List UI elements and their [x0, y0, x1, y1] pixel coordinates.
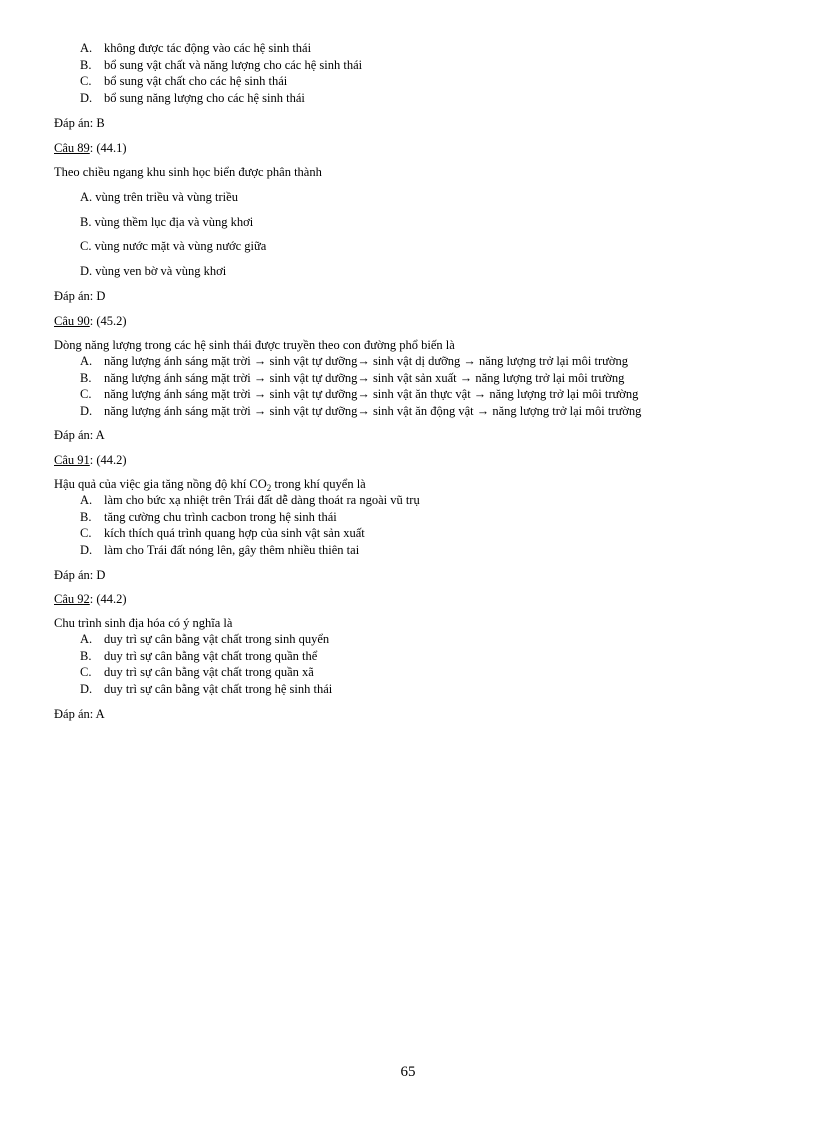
option-b: B. duy trì sự cân bằng vật chất trong quần thể — [80, 648, 318, 663]
option-b: B. bổ sung vật chất và năng lượng cho các hệ sinh thái — [80, 57, 363, 72]
option-d: D. năng lượng ánh sáng mặt trời → sinh vật tự dưỡng→ sinh vật ăn động vật → năng lượng trở lại môi trường — [80, 403, 642, 418]
question-89-header: Câu 89: (44.1) — [54, 141, 127, 155]
option-a: A. duy trì sự cân bằng vật chất trong sinh quyển — [80, 632, 330, 646]
question-92-stem: Chu trình sinh địa hóa có ý nghĩa là — [54, 616, 233, 630]
question-number: Câu 89 — [54, 141, 90, 155]
option-b: B. năng lượng ánh sáng mặt trời → sinh vật tự dưỡng→ sinh vật sản xuất → năng lượng trở lại môi trường — [80, 370, 625, 385]
answer-92: Đáp án: A — [54, 707, 105, 721]
option-a: A. năng lượng ánh sáng mặt trời → sinh vật tự dưỡng→ sinh vật dị dưỡng → năng lượng trở lại môi trường — [80, 354, 629, 368]
question-92-header: Câu 92: (44.2) — [54, 592, 127, 606]
question-91-stem: Hậu quả của việc gia tăng nồng độ khí $CO_2$ trong khí quyển là — [54, 477, 366, 493]
option-c: C. năng lượng ánh sáng mặt trời → sinh vật tự dưỡng→ sinh vật ăn thực vật → năng lượng trở lại môi trường — [80, 387, 639, 401]
option-a: A. vùng trên triều và vùng triều — [80, 190, 238, 204]
option-c: C. kích thích quá trình quang hợp của sinh vật sản xuất — [80, 526, 365, 540]
answer-90: Đáp án: A — [54, 428, 105, 442]
answer-88: Đáp án: B — [54, 116, 105, 130]
answer-91: Đáp án: D — [54, 568, 106, 582]
page-number: 65 — [400, 1064, 416, 1080]
option-a: A. làm cho bức xạ nhiệt trên Trái đất dễ dàng thoát ra ngoài vũ trụ — [80, 493, 420, 507]
option-b: B. tăng cường chu trình cacbon trong hệ sinh thái — [80, 509, 337, 524]
option-c: C. bổ sung vật chất cho các hệ sinh thái — [80, 74, 288, 88]
option-d: D. duy trì sự cân bằng vật chất trong hệ sinh thái — [80, 681, 333, 696]
option-a: A. không được tác động vào các hệ sinh thái — [80, 41, 312, 55]
answer-89: Đáp án: D — [54, 289, 106, 303]
question-91-header: Câu 91: (44.2) — [54, 453, 127, 467]
question-88-options — [54, 40, 774, 106]
question-90-stem: Dòng năng lượng trong các hệ sinh thái được truyền theo con đường phổ biến là — [54, 338, 455, 352]
option-d: D. làm cho Trái đất nóng lên, gây thêm nhiều thiên tai — [80, 542, 360, 557]
question-89-stem: Theo chiều ngang khu sinh học biển được phân thành — [54, 165, 322, 179]
question-90-header: Câu 90: (45.2) — [54, 314, 127, 328]
question-number: Câu 91 — [54, 453, 90, 467]
question-92-options — [54, 631, 774, 697]
option-c: C. vùng nước mặt và vùng nước giữa — [80, 239, 267, 253]
question-number: Câu 92 — [54, 592, 90, 606]
question-number: Câu 90 — [54, 314, 90, 328]
question-90-options — [54, 353, 774, 419]
option-d: D. vùng ven bờ và vùng khơi — [80, 264, 227, 278]
option-d: D. bổ sung năng lượng cho các hệ sinh thái — [80, 90, 305, 105]
option-b: B. vùng thềm lục địa và vùng khơi — [80, 215, 254, 229]
question-91-options — [54, 492, 774, 558]
option-c: C. duy trì sự cân bằng vật chất trong quần xã — [80, 665, 314, 679]
